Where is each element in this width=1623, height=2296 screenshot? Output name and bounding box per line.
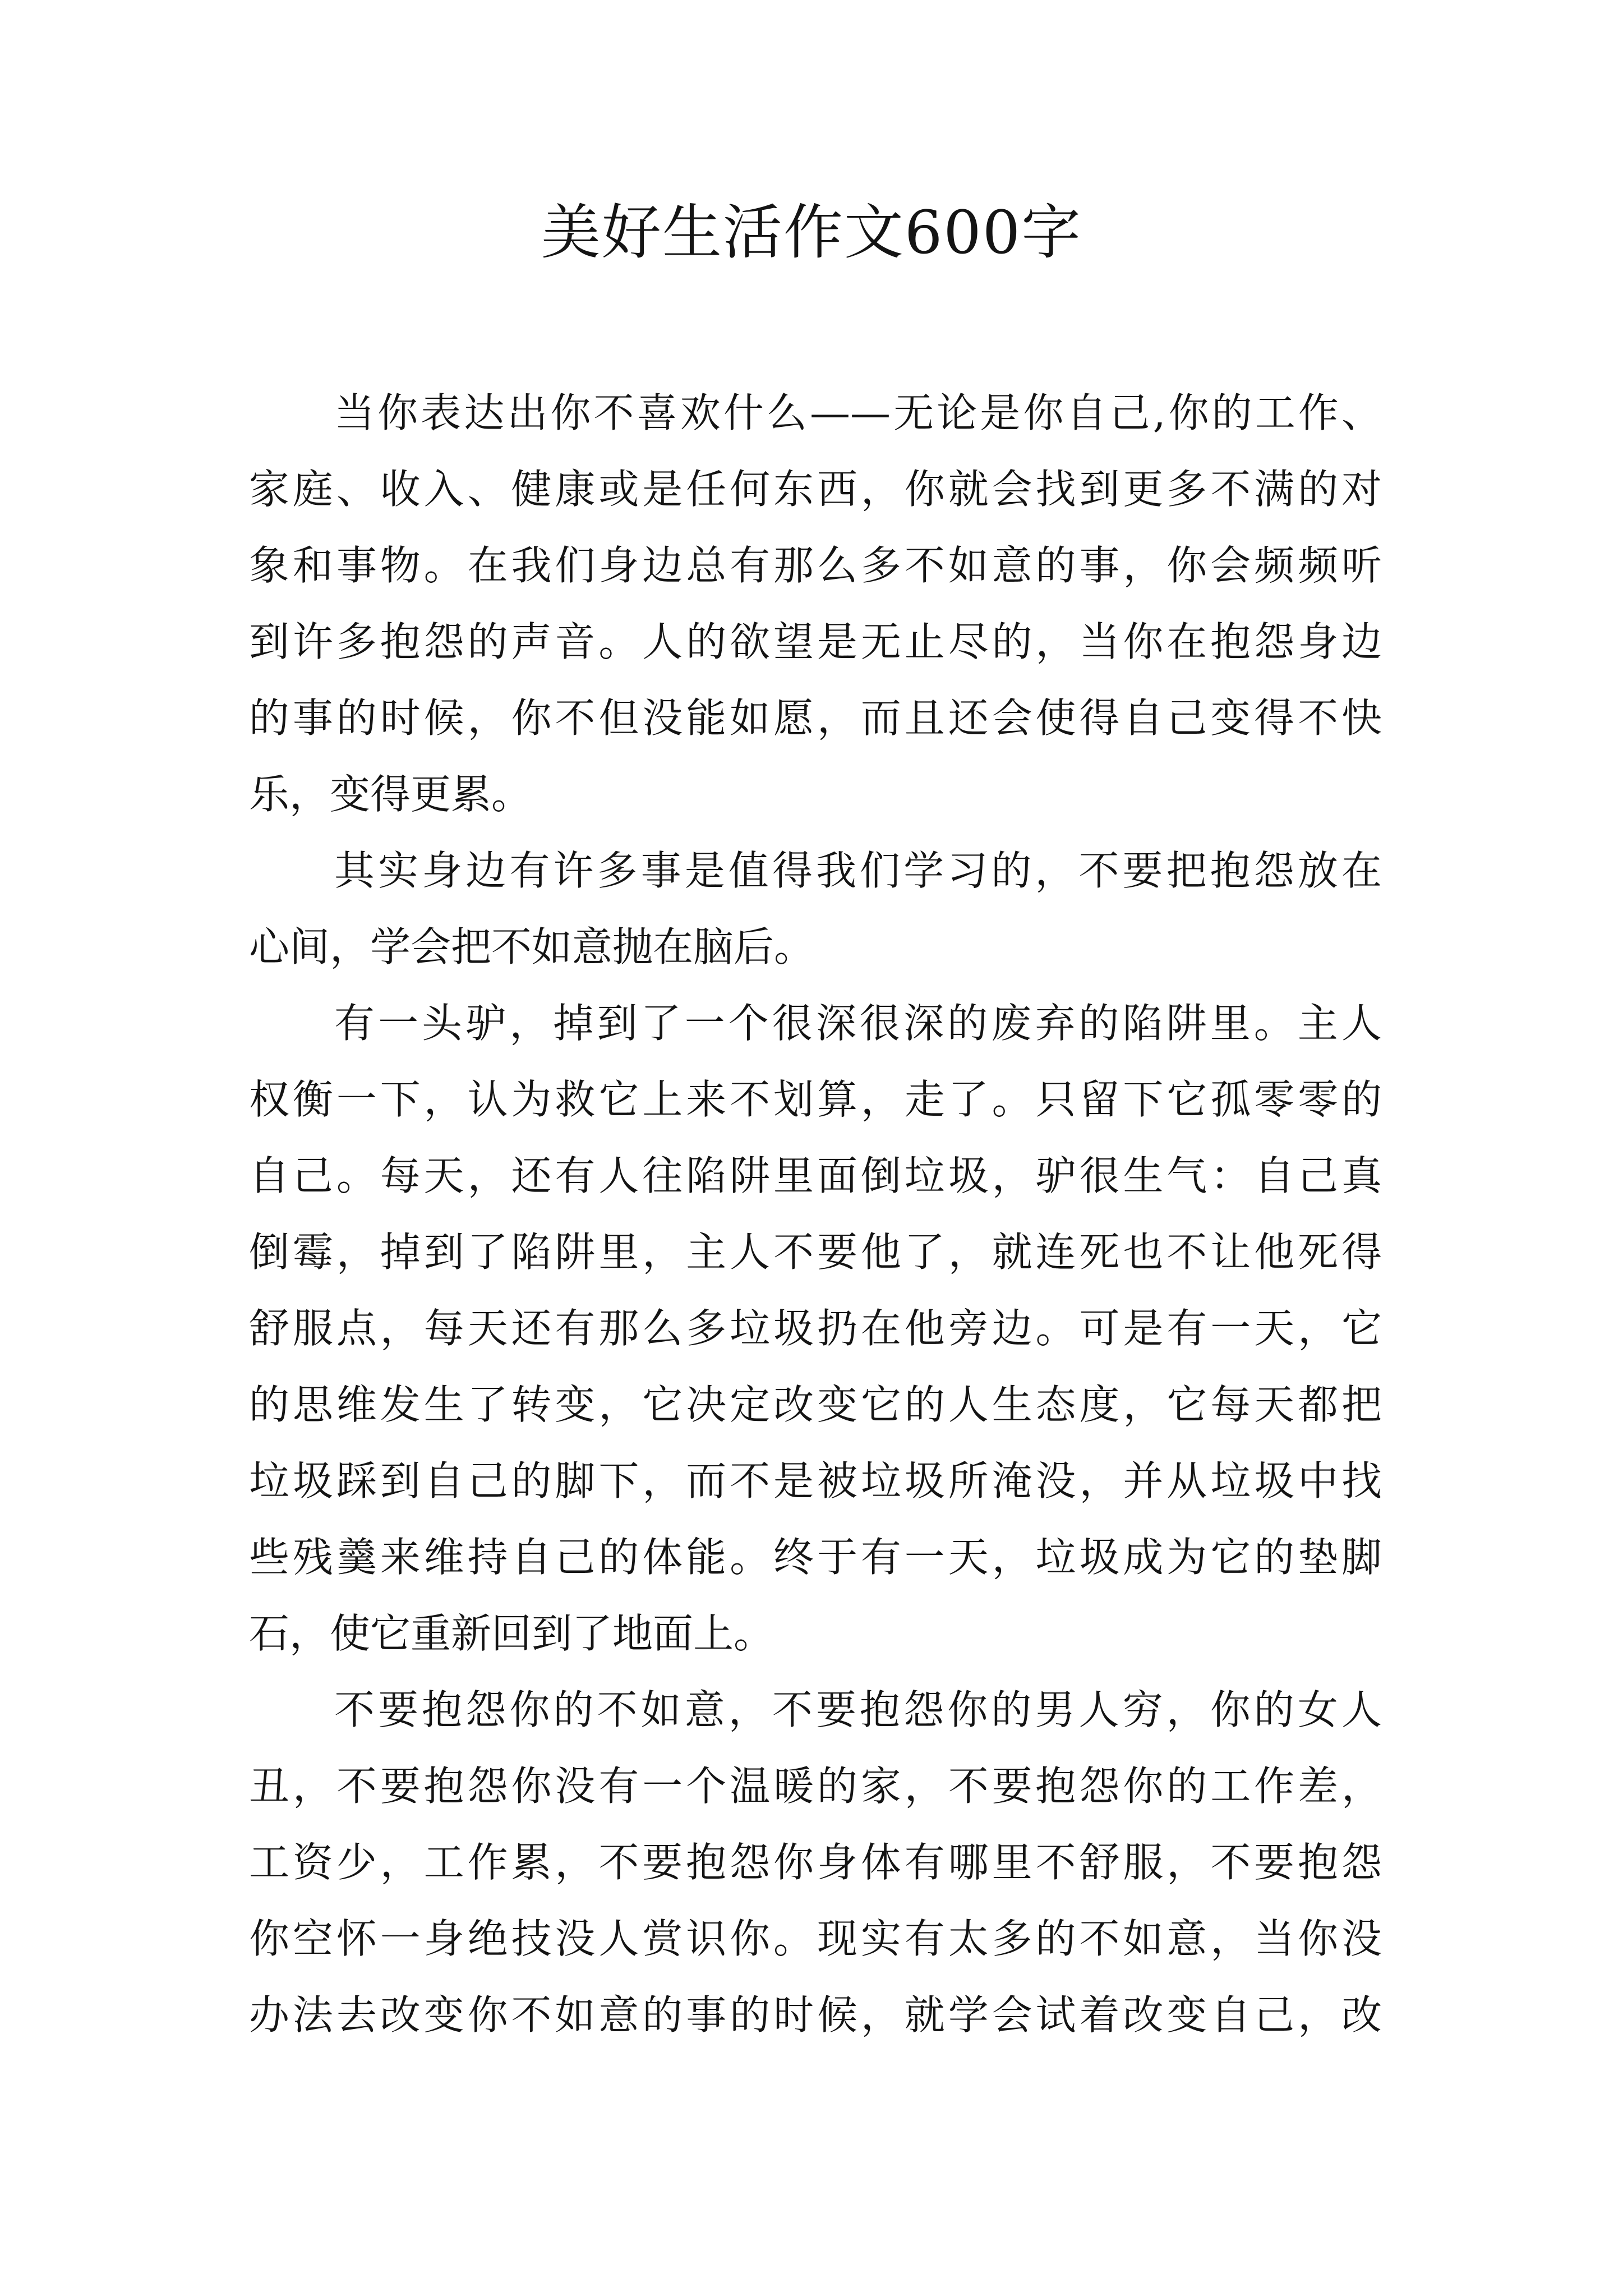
paragraph-line: 心间，学会把不如意抛在脑后。 bbox=[249, 923, 815, 970]
paragraph-line: 自己。每天，还有人往陷阱里面倒垃圾，驴很生气：自己真 bbox=[249, 1152, 1382, 1199]
paragraph-line: 乐，变得更累。 bbox=[249, 771, 532, 818]
paragraph-line: 不要抱怨你的不如意，不要抱怨你的男人穷，你的女人 bbox=[334, 1686, 1382, 1733]
paragraph-line: 有一头驴，掉到了一个很深很深的废弃的陷阱里。主人 bbox=[334, 1000, 1382, 1047]
paragraph-line: 权衡一下，认为救它上来不划算，走了。只留下它孤零零的 bbox=[249, 1076, 1382, 1123]
paragraph-line: 些残羹来维持自己的体能。终于有一天，垃圾成为它的垫脚 bbox=[249, 1534, 1382, 1581]
paragraph-line: 垃圾踩到自己的脚下，而不是被垃圾所淹没，并从垃圾中找 bbox=[249, 1457, 1382, 1504]
paragraph-line: 的思维发生了转变，它决定改变它的人生态度，它每天都把 bbox=[249, 1381, 1382, 1428]
paragraph-line: 到许多抱怨的声音。人的欲望是无止尽的，当你在抱怨身边 bbox=[249, 618, 1382, 665]
paragraph-line: 丑，不要抱怨你没有一个温暖的家，不要抱怨你的工作差， bbox=[249, 1763, 1382, 1810]
document-title: 美好生活作文600字 bbox=[541, 198, 1082, 267]
paragraph-line: 你空怀一身绝技没人赏识你。现实有太多的不如意，当你没 bbox=[249, 1915, 1382, 1962]
paragraph-line: 倒霉，掉到了陷阱里，主人不要他了，就连死也不让他死得 bbox=[249, 1228, 1382, 1276]
paragraph-line: 其实身边有许多事是值得我们学习的，不要把抱怨放在 bbox=[334, 847, 1382, 894]
paragraph-line: 工资少，工作累，不要抱怨你身体有哪里不舒服，不要抱怨 bbox=[249, 1839, 1382, 1886]
paragraph-line: 家庭、收入、健康或是任何东西，你就会找到更多不满的对 bbox=[249, 466, 1382, 513]
paragraph-line: 当你表达出你不喜欢什么——无论是你自己,你的工作、 bbox=[334, 389, 1382, 436]
paragraph-line: 象和事物。在我们身边总有那么多不如意的事，你会频频听 bbox=[249, 542, 1382, 589]
document-body bbox=[249, 375, 1382, 2053]
paragraph-line: 办法去改变你不如意的事的时候，就学会试着改变自己，改 bbox=[249, 1991, 1382, 2039]
paragraph-line: 石，使它重新回到了地面上。 bbox=[249, 1610, 774, 1657]
paragraph-line: 舒服点，每天还有那么多垃圾扔在他旁边。可是有一天，它 bbox=[249, 1305, 1382, 1352]
paragraph-line: 的事的时候，你不但没能如愿，而且还会使得自己变得不快 bbox=[249, 694, 1382, 742]
